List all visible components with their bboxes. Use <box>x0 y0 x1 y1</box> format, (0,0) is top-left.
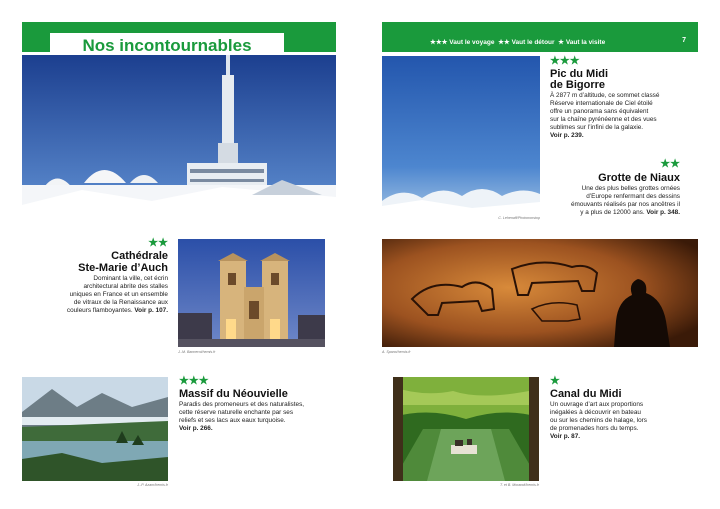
neouvielle-text-line: reliefs et ses lacs aux eaux turquoise. <box>179 417 286 424</box>
neouvielle-page-ref[interactable]: Voir p. 266. <box>179 425 213 432</box>
neouvielle-photo-credit: J.-P. Azam/hemis.fr <box>137 483 168 487</box>
canal-stars: ★ <box>550 375 560 387</box>
legend-stars-1: ★ <box>558 39 564 46</box>
niaux-photo-credit: A. Spano/hemis.fr <box>382 350 411 354</box>
niaux-text-line <box>540 209 680 217</box>
auch-cathedral-photo <box>178 239 325 347</box>
canal-text-line: Un ouvrage d’art aux proportions <box>550 401 644 408</box>
canal-title: Canal du Midi <box>550 388 622 400</box>
canal-text-line: ou sur les chemins de halage, lors <box>550 417 647 424</box>
auch-text-line: de vitraux de la Renaissance aux <box>73 299 168 306</box>
canal-du-midi-photo <box>393 377 539 481</box>
legend-label-visite: Vaut la visite <box>565 39 606 46</box>
pic-du-midi-sky-photo <box>382 56 540 214</box>
page-number: 7 <box>682 37 686 44</box>
right-header-band <box>382 22 698 52</box>
niaux-text-end: y a plus de 12000 ans. <box>580 209 645 216</box>
pic-text-line: À 2877 m d’altitude, ce sommet classé <box>550 92 660 99</box>
auch-page-ref[interactable]: Voir p. 107. <box>134 307 168 314</box>
pic-title-line2: de Bigorre <box>550 79 606 91</box>
niaux-cave-painting-photo <box>382 239 698 347</box>
pic-stars: ★★★ <box>550 55 580 67</box>
niaux-text-line: émouvants réalisés par nos ancêtres il <box>570 201 680 208</box>
auch-text-end: couleurs flamboyantes. <box>66 307 133 314</box>
page-title: Nos incontournables <box>82 36 252 55</box>
neouvielle-lake-photo <box>22 377 168 481</box>
canal-description <box>550 401 700 441</box>
pic-text-line: Réserve internationale de Ciel étoilé <box>550 100 653 107</box>
neouvielle-text-line: cette réserve naturelle enchante par ses <box>179 409 294 416</box>
niaux-title: Grotte de Niaux <box>598 172 680 184</box>
pic-du-midi-observatory-photo <box>22 55 336 215</box>
legend-stars-2: ★★ <box>498 39 510 46</box>
auch-photo-credit: J.-M. Bannerot/hemis.fr <box>178 350 216 354</box>
pic-page-ref[interactable]: Voir p. 239. <box>550 132 584 139</box>
pic-photo-credit: C. Lehenaff/Photononstop <box>498 216 540 220</box>
legend-label-voyage: Vaut le voyage <box>449 39 495 46</box>
canal-text-line: de promenades hors du temps. <box>550 425 639 432</box>
auch-text-line: uniques en France et un ensemble <box>69 291 168 298</box>
niaux-stars: ★★ <box>660 158 680 170</box>
neouvielle-stars: ★★★ <box>179 375 209 387</box>
neouvielle-description <box>179 401 339 433</box>
legend-stars-3: ★★★ <box>430 39 448 46</box>
auch-text-line: architectural abrite des stalles <box>83 283 168 290</box>
pic-description <box>550 92 698 140</box>
canal-text-line: inégalées à découvrir en bateau <box>550 409 641 416</box>
canal-page-ref[interactable]: Voir p. 87. <box>550 433 581 440</box>
neouvielle-text-line: Paradis des promeneurs et des naturalistes, <box>179 401 305 408</box>
auch-title-line1: Cathédrale <box>111 250 168 262</box>
niaux-description <box>540 185 680 217</box>
auch-title-line2: Ste-Marie d’Auch <box>78 262 168 274</box>
auch-text-line: Dominant la ville, cet écrin <box>93 275 168 282</box>
niaux-text-line: d’Europe renfermant des dessins <box>586 193 680 200</box>
legend-label-detour: Vaut le détour <box>511 39 555 46</box>
niaux-text-line: Une des plus belles grottes ornées <box>581 185 680 192</box>
auch-text-line <box>18 307 168 315</box>
auch-description <box>18 275 168 315</box>
pic-text-line: sublimes sur l’infini de la galaxie. <box>550 124 644 131</box>
pic-text-line: sur la chaîne pyrénéenne et des vues <box>550 116 657 123</box>
pic-title-line1: Pic du Midi <box>550 68 609 80</box>
auch-stars: ★★ <box>148 237 168 249</box>
star-legend <box>430 38 670 47</box>
pic-text-line: offre un panorama sans équivalent <box>550 108 649 115</box>
niaux-page-ref[interactable]: Voir p. 348. <box>646 209 680 216</box>
canal-photo-credit: T. et B. Morandi/hemis.fr <box>499 483 539 487</box>
neouvielle-title: Massif du Néouvielle <box>179 388 288 400</box>
